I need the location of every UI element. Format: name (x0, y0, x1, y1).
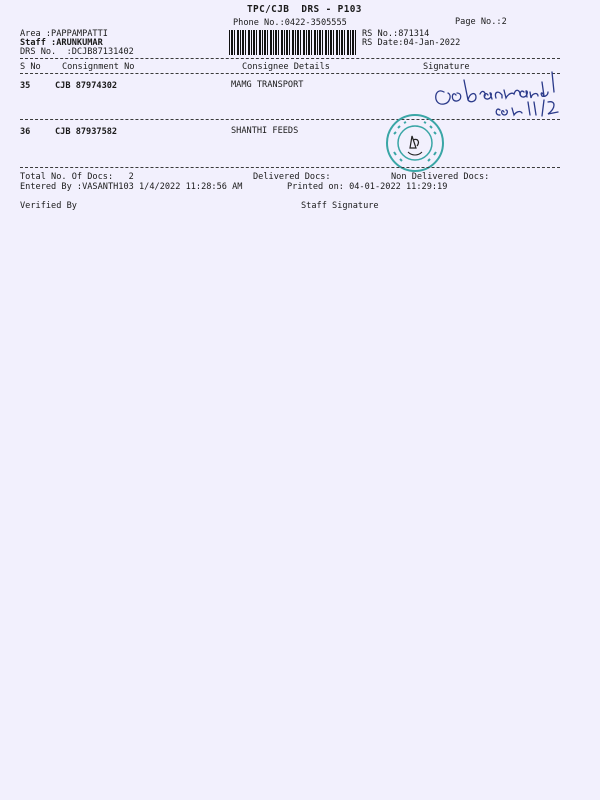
phone-number: Phone No.:0422-3505555 (233, 18, 347, 28)
total-docs: Total No. Of Docs: 2 (20, 172, 134, 182)
row-sno: 36 (20, 127, 31, 137)
non-delivered-docs: Non Delivered Docs: (391, 172, 490, 182)
row-consignment: CJB 87974302 (55, 81, 118, 91)
verified-by: Verified By (20, 201, 77, 211)
column-signature: Signature (423, 62, 470, 72)
printed-on: Printed on: 04-01-2022 11:29:19 (287, 182, 448, 192)
barcode (229, 30, 356, 55)
row-sno: 35 (20, 81, 31, 91)
area-label: Area :PAPPAMPATTI (20, 29, 108, 39)
entered-by: Entered By :VASANTH103 1/4/2022 11:28:56 AM (20, 182, 243, 192)
row-consignee: SHANTHI FEEDS (231, 126, 299, 136)
company-stamp (368, 112, 462, 174)
column-sno: S No (20, 62, 41, 72)
delivered-docs: Delivered Docs: (253, 172, 331, 182)
divider (20, 167, 560, 168)
column-consignee: Consignee Details (242, 62, 330, 72)
drs-number: DRS No. :DCJB87131402 (20, 47, 134, 57)
rs-date: RS Date:04-Jan-2022 (362, 38, 461, 48)
document-title: TPC/CJB DRS - P103 (247, 4, 362, 15)
page-number: Page No.:2 (455, 17, 507, 27)
rs-number: RS No.:871314 (362, 29, 430, 39)
row-consignee: MAMG TRANSPORT (231, 80, 304, 90)
column-consignment: Consignment No (62, 62, 135, 72)
staff-label: Staff :ARUNKUMAR (20, 38, 103, 48)
divider (20, 58, 560, 59)
staff-signature: Staff Signature (301, 201, 379, 211)
row-consignment: CJB 87937582 (55, 127, 118, 137)
